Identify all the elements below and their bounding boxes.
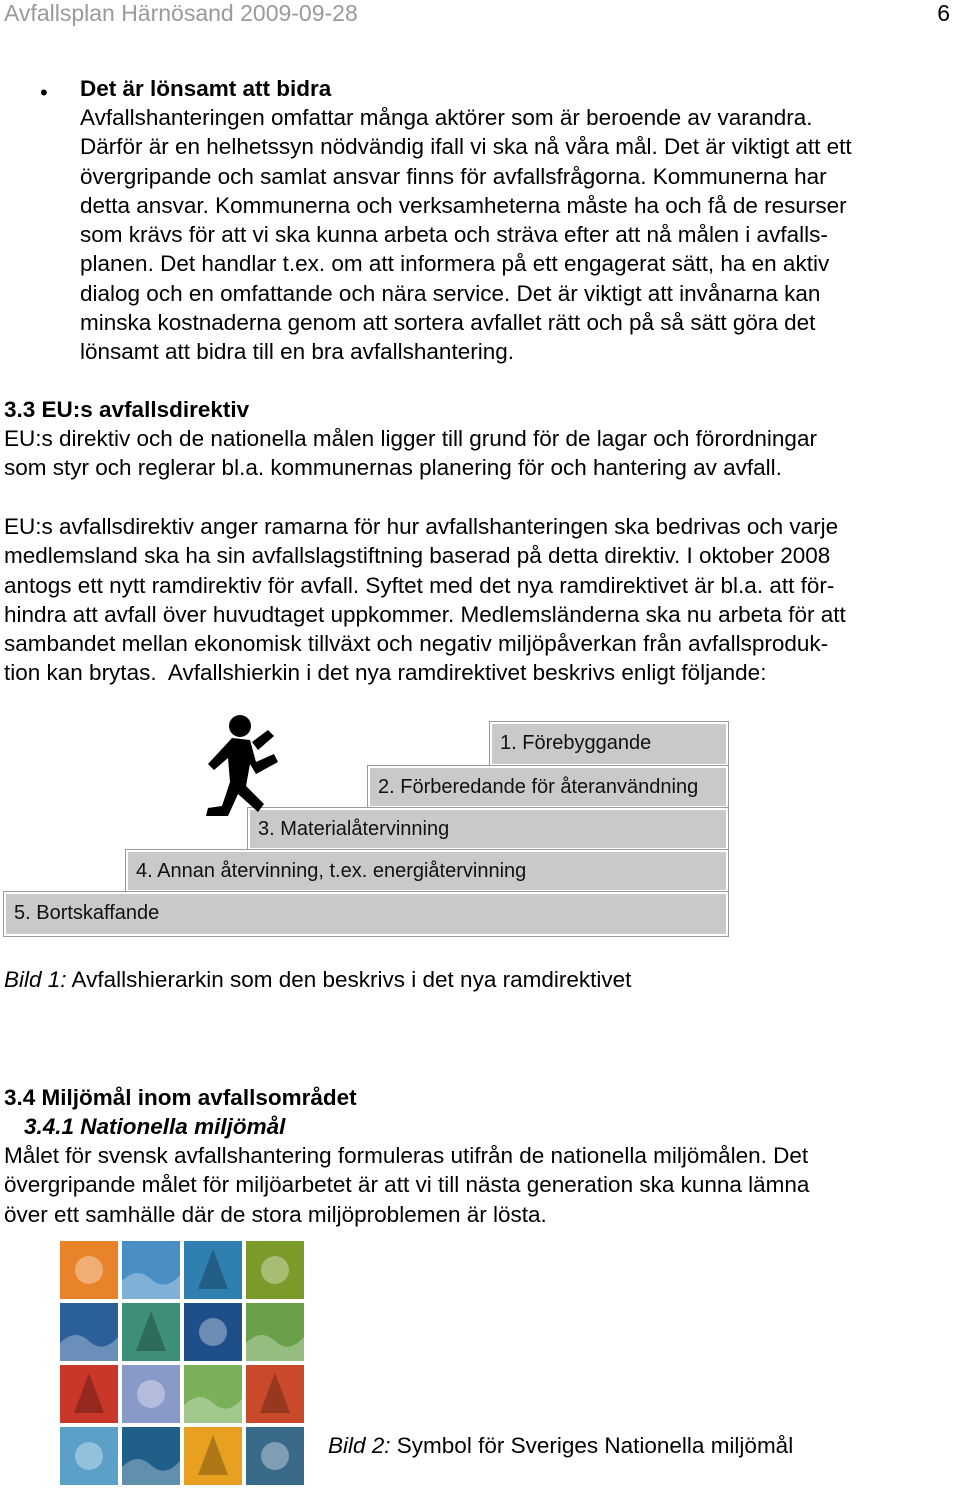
environmental-goal-symbol-tile xyxy=(60,1303,118,1361)
bullet-line: övergripande och samlat ansvar finns för avfallsfrågorna. Kommunerna har xyxy=(80,163,827,189)
paragraph-line: EU:s direktiv och de nationella målen ligger till grund för de lagar och förordningar xyxy=(4,426,817,451)
section-3-4-para xyxy=(4,1141,809,1229)
paragraph-line: över ett samhälle där de stora miljöproblemen är lösta. xyxy=(4,1201,547,1227)
environmental-goal-symbol-tile xyxy=(184,1241,242,1299)
environmental-goal-symbol-tile xyxy=(246,1241,304,1299)
figure-caption-2 xyxy=(328,1433,793,1459)
section-3-3-para1 xyxy=(4,424,817,483)
environmental-goal-symbol-tile xyxy=(60,1365,118,1423)
paragraph-line: hindra att avfall över huvudtaget uppkommer. Medlemsländerna ska nu arbeta för att xyxy=(4,601,846,627)
paragraph-line: sambandet mellan ekonomisk tillväxt och negativ miljöpåverkan från avfallsproduk- xyxy=(4,631,829,657)
bullet-line: detta ansvar. Kommunerna och verksamheterna måste ha och få de resurser xyxy=(80,192,847,218)
paragraph-line: övergripande målet för miljöarbetet är att vi till nästa generation ska kunna lämna xyxy=(4,1172,810,1198)
bullet-heading: Det är lönsamt att bidra xyxy=(80,76,332,101)
running-figure-icon xyxy=(198,712,288,830)
environmental-goal-symbol-tile xyxy=(246,1365,304,1423)
header-title: Avfallsplan Härnösand 2009-09-28 xyxy=(4,0,358,26)
section-3-3-para2 xyxy=(4,512,846,688)
environmental-goal-symbol-tile xyxy=(60,1241,118,1299)
section-heading-3-4: 3.4 Miljömål inom avfallsområdet xyxy=(4,1085,357,1110)
subsection-heading-3-4-1: 3.4.1 Nationella miljömål xyxy=(24,1114,286,1139)
caption-text: Symbol för Sveriges Nationella miljömål xyxy=(390,1433,794,1458)
hierarchy-step-4: 4. Annan återvinning, t.ex. energiåtervinning xyxy=(126,850,728,892)
environmental-goal-symbol-tile xyxy=(122,1427,180,1485)
section-heading-3-3: 3.3 EU:s avfallsdirektiv xyxy=(4,397,250,422)
paragraph-line: Målet för svensk avfallshantering formuleras utifrån de nationella miljömålen. Det xyxy=(4,1143,809,1168)
bullet-line: lönsamt att bidra till en bra avfallshantering. xyxy=(80,339,514,365)
paragraph-line: antogs ett nytt ramdirektiv för avfall. Syftet med det nya ramdirektivet är bl.a. att för- xyxy=(4,572,835,598)
environmental-goal-symbol-tile xyxy=(122,1365,180,1423)
page-number: 6 xyxy=(937,0,950,26)
hierarchy-step-5: 5. Bortskaffande xyxy=(4,892,728,936)
environmental-goal-symbol-tile xyxy=(122,1241,180,1299)
caption-label: Bild 2: xyxy=(328,1433,391,1458)
environmental-goal-symbol-tile xyxy=(122,1303,180,1361)
hierarchy-step-1: 1. Förebyggande xyxy=(490,722,728,766)
caption-label: Bild 1: xyxy=(4,967,67,992)
paragraph-line: EU:s avfallsdirektiv anger ramarna för hur avfallshanteringen ska bedrivas och varje xyxy=(4,514,839,539)
caption-text: Avfallshierarkin som den beskrivs i det nya ramdirektivet xyxy=(66,967,632,992)
environmental-goals-symbol-grid xyxy=(60,1241,308,1489)
environmental-goal-symbol-tile xyxy=(60,1427,118,1485)
environmental-goal-symbol-tile xyxy=(184,1365,242,1423)
bullet-line: planen. Det handlar t.ex. om att informera på ett engagerat sätt, ha en aktiv xyxy=(80,251,830,277)
bullet-body xyxy=(80,103,852,367)
bullet-line: dialog och en omfattande och nära service. Det är viktigt att invånarna kan xyxy=(80,280,821,306)
bullet-line: som krävs för att vi ska kunna arbeta och sträva efter att nå målen i avfalls- xyxy=(80,222,828,248)
paragraph-line: som styr och reglerar bl.a. kommunernas planering för och hantering av avfall. xyxy=(4,455,782,481)
environmental-goal-symbol-tile xyxy=(246,1303,304,1361)
environmental-goal-symbol-tile xyxy=(184,1427,242,1485)
bullet-line: minska kostnaderna genom att sortera avfallet rätt och på så sätt göra det xyxy=(80,310,816,336)
bullet-dot: • xyxy=(40,80,48,105)
figure-caption-1 xyxy=(4,967,631,993)
bullet-line: Därför är en helhetssyn nödvändig ifall vi ska nå våra mål. Det är viktigt att ett xyxy=(80,134,852,160)
hierarchy-step-2: 2. Förberedande för återanvändning xyxy=(368,766,728,808)
bullet-line: Avfallshanteringen omfattar många aktörer som är beroende av varandra. xyxy=(80,105,813,130)
environmental-goal-symbol-tile xyxy=(246,1427,304,1485)
paragraph-line: tion kan brytas. Avfallshierkin i det nya ramdirektivet beskrivs enligt följande: xyxy=(4,660,767,686)
hierarchy-step-3: 3. Materialåtervinning xyxy=(248,808,728,850)
paragraph-line: medlemsland ska ha sin avfallslagstiftning baserad på detta direktiv. I oktober 2008 xyxy=(4,543,831,569)
environmental-goal-symbol-tile xyxy=(184,1303,242,1361)
